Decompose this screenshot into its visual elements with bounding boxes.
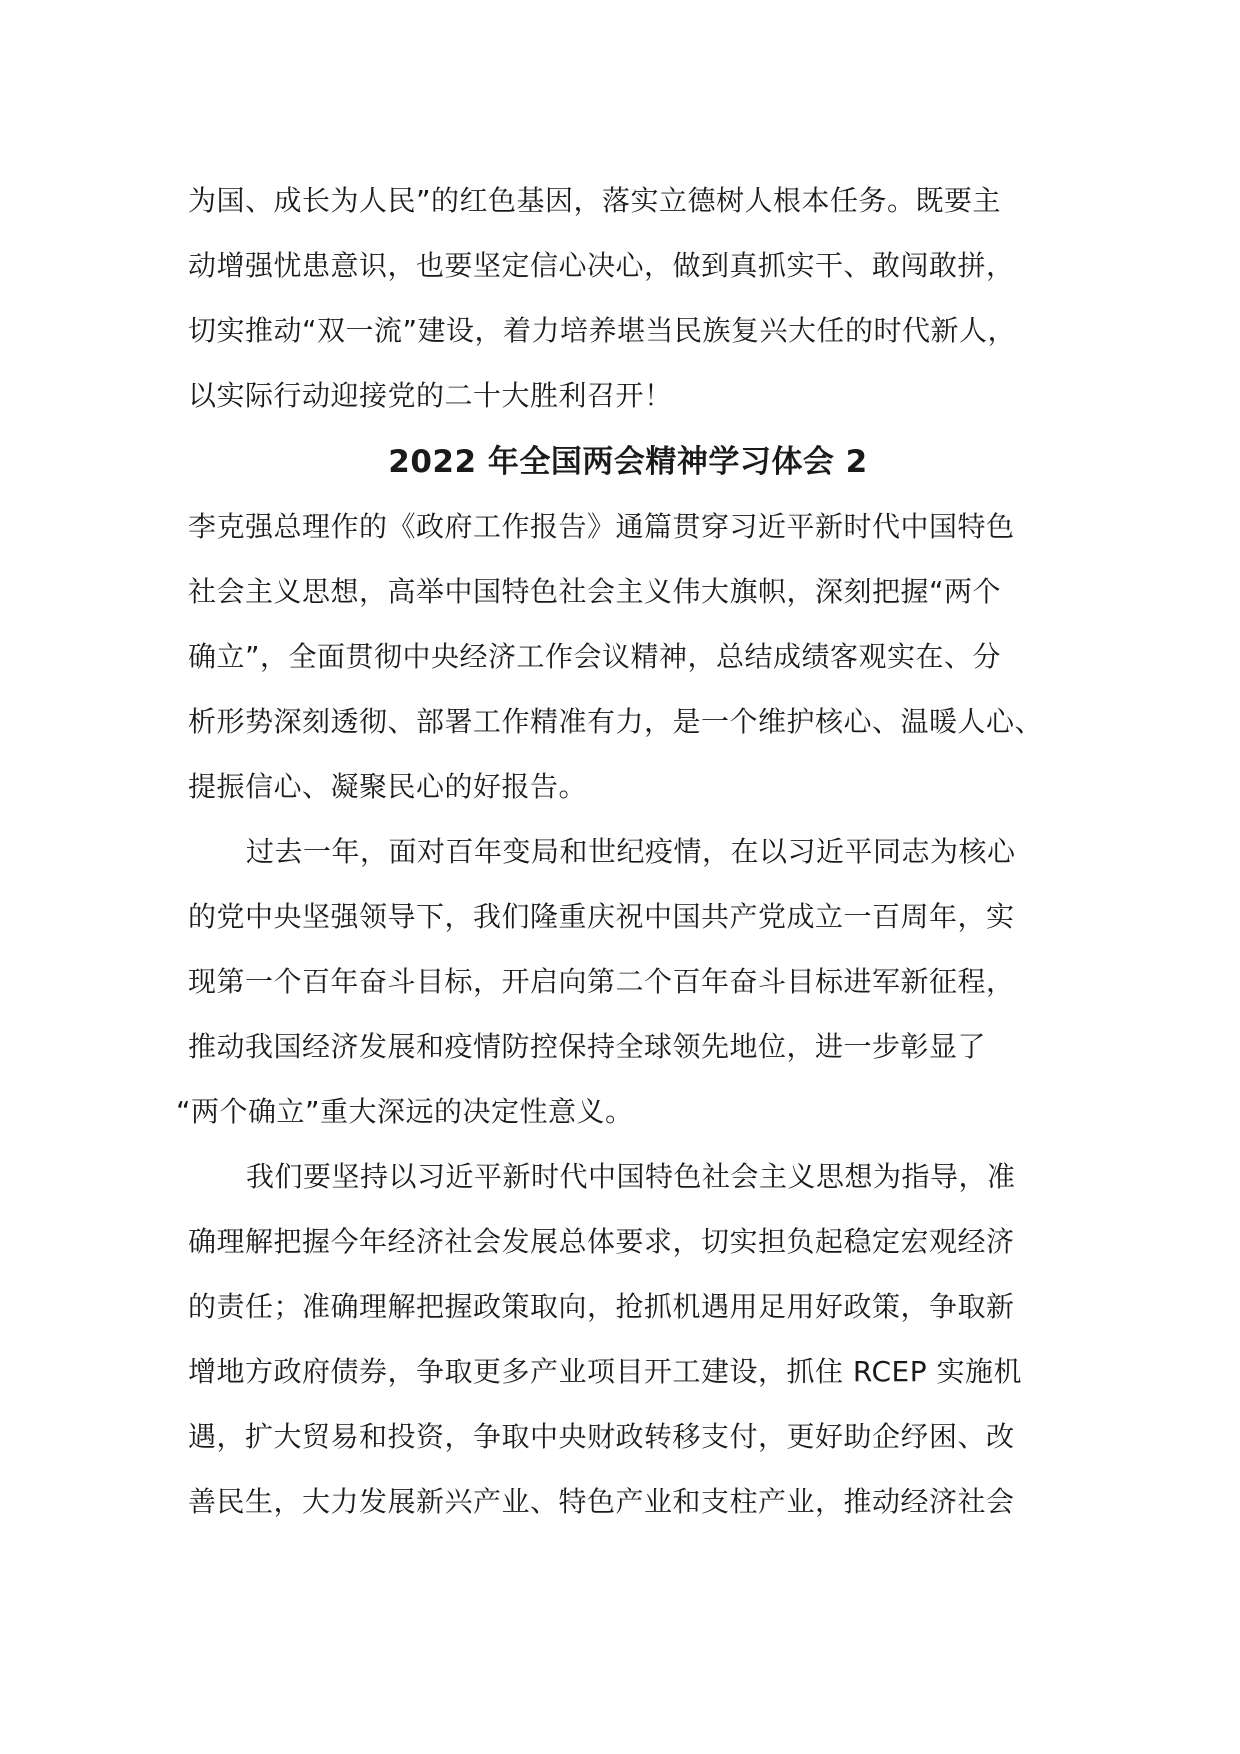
text-line: 切实推动“双一流”建设，着力培养堪当民族复兴大任的时代新人， xyxy=(188,314,1017,347)
text-line: 动增强忧患意识，也要坚定信心决心，做到真抓实干、敢闯敢拼， xyxy=(188,249,1015,282)
text-line: 现第一个百年奋斗目标，开启向第二个百年奋斗目标进军新征程， xyxy=(188,965,1015,998)
text-line: 过去一年，面对百年变局和世纪疫情，在以习近平同志为核心 xyxy=(246,835,1016,868)
text-line: 增地方政府债券，争取更多产业项目开工建设，抓住 RCEP 实施机 xyxy=(188,1355,1022,1388)
text-line: 以实际行动迎接党的二十大胜利召开！ xyxy=(188,379,673,412)
text-line: 析形势深刻透彻、部署工作精准有力，是一个维护核心、温暖人心、 xyxy=(188,705,1044,738)
text-line: 确理解把握今年经济社会发展总体要求，切实担负起稳定宏观经济 xyxy=(188,1225,1015,1258)
paragraph-3 xyxy=(188,1144,1068,1534)
text-line: 的党中央坚强领导下，我们隆重庆祝中国共产党成立一百周年，实 xyxy=(188,900,1015,933)
section-title: 2022 年全国两会精神学习体会 2 xyxy=(388,444,868,480)
text-line: 李克强总理作的《政府工作报告》通篇贯穿习近平新时代中国特色 xyxy=(188,510,1015,543)
text-line: 确立”，全面贯彻中央经济工作会议精神，总结成绩客观实在、分 xyxy=(188,640,1002,673)
text-line: 遇，扩大贸易和投资，争取中央财政转移支付，更好助企纾困、改 xyxy=(188,1420,1015,1453)
text-line: 社会主义思想，高举中国特色社会主义伟大旗帜，深刻把握“两个 xyxy=(188,575,1002,608)
text-line: 善民生，大力发展新兴产业、特色产业和支柱产业，推动经济社会 xyxy=(188,1485,1015,1518)
paragraph-1 xyxy=(188,494,1068,819)
document-body xyxy=(176,168,1068,1534)
text-line: 的责任；准确理解把握政策取向，抢抓机遇用足用好政策，争取新 xyxy=(188,1290,1015,1323)
text-line: “两个确立”重大深远的决定性意义。 xyxy=(176,1095,634,1128)
text-line: 推动我国经济发展和疫情防控保持全球领先地位，进一步彰显了 xyxy=(188,1030,987,1063)
continuation-paragraph xyxy=(188,168,1068,428)
text-line: 我们要坚持以习近平新时代中国特色社会主义思想为指导，准 xyxy=(246,1160,1016,1193)
text-line: 为国、成长为人民”的红色基因，落实立德树人根本任务。既要主 xyxy=(188,184,1002,217)
paragraph-2 xyxy=(176,819,1068,1144)
text-line: 提振信心、凝聚民心的好报告。 xyxy=(188,770,588,803)
